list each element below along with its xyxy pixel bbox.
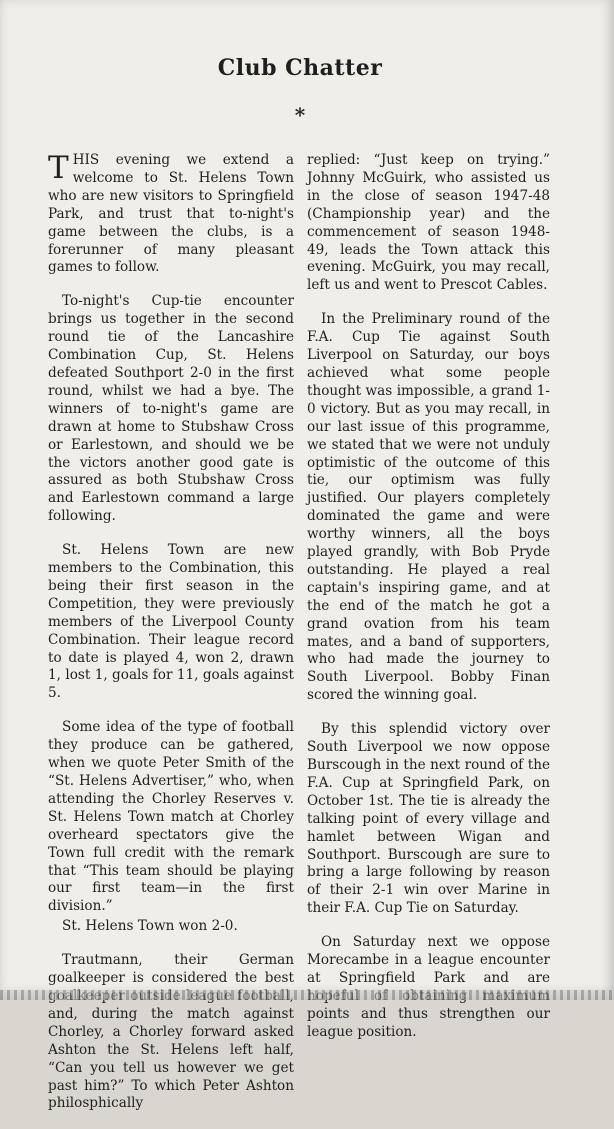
right-column <box>307 152 550 1058</box>
paragraph-welcome-text: HIS evening we extend a welcome to St. Helens Town who are new visitors to Springfield Park, and trust that to-night's game between the clubs, is a forerunner of many pleasant games to follow. <box>48 152 294 276</box>
drop-cap: T <box>48 150 69 186</box>
paragraph-trautmann: Trautmann, their German goalkeeper is considered the best and, during the match against Chorley, a Chorley forward asked Ashton the St. Helens left half, “Can you tell us however we get past him?” To which Peter Ashton philosphically <box>48 952 294 1112</box>
paragraph-preliminary-round: In the Preliminary round of the F.A. Cup Tie against South Liverpool on Saturday, our boys achieved what some people thought was impossible, a grand 1-0 victory. But as you may recall, in our last issue of this programme, we stated that we were not unduly optimistic of the outcome of this tie, our optimism was fully justified. Our players completely dominated the game and were worthy winners, all the boys played grandly, with Bob Pryde outstanding. He played a real captain's inspiring game, and at the end of the match he got a grand ovation from his team mates, and a band of supporters, who had made the journey to South Liverpool. Bobby Finan scored the winning goal. <box>307 311 550 704</box>
paragraph-mcguirk: replied: “Just keep on trying.” Johnny McGuirk, who assisted us in the close of season 1947-48 (Championship year) and the commencement of season 1948-49, leads the Town attack this evening. McGuirk, you may recall, left us and went to Prescot Cables. <box>307 152 550 294</box>
left-column <box>48 152 294 1129</box>
page-title: Club Chatter <box>217 55 383 81</box>
paragraph-welcome <box>48 152 294 277</box>
paragraph-cup-tie: To-night's Cup-tie encounter brings us together in the second round tie of the Lancashire Combination Cup, St. Helens defeated Southport 2-0 in the first round, whilst we had a bye. The winners of to-night's game are drawn at home to Stubshaw Cross or Earlestown, and should we be the victors another good gate is assured as both Stubshaw Cross and Earlestown command a large following. <box>48 293 294 525</box>
paragraph-burscough: By this splendid victory over South Liverpool we now oppose Burscough in the next round of the F.A. Cup at Springfield Park, on October 1st. The tie is already the talking point of every village and hamlet between Wigan and Southport. Burscough are sure to bring a large following by reason of their 2-1 win over Marine in their F.A. Cup Tie on Saturday. <box>307 721 550 917</box>
paragraph-football-type: Some idea of the type of football they produce can be gathered, when we quote Peter Smith of the “St. Helens Advertiser,” who, when attending the Chorley Reserves v. St. Helens Town match at Chorley overheard spectators give the Town full credit with the remark that “This team should be playing our first team—in the first division.” <box>48 719 294 915</box>
paragraph-new-members: St. Helens Town are new members to the Combination, this being their first season in the Competition, they were previously members of the Liverpool County Combination. Their league record to date is played 4, won 2, drawn 1, lost 1, goals for 11, goals against 5. <box>48 542 294 702</box>
paragraph-result: St. Helens Town won 2-0. <box>62 918 238 935</box>
asterisk-ornament: * <box>294 103 306 127</box>
paragraph-morecambe: On Saturday next we oppose Morecambe in a league encounter at Springfield Park and are points and thus strengthen our league position. <box>307 934 550 1040</box>
page-bottom-edge <box>0 990 614 1000</box>
